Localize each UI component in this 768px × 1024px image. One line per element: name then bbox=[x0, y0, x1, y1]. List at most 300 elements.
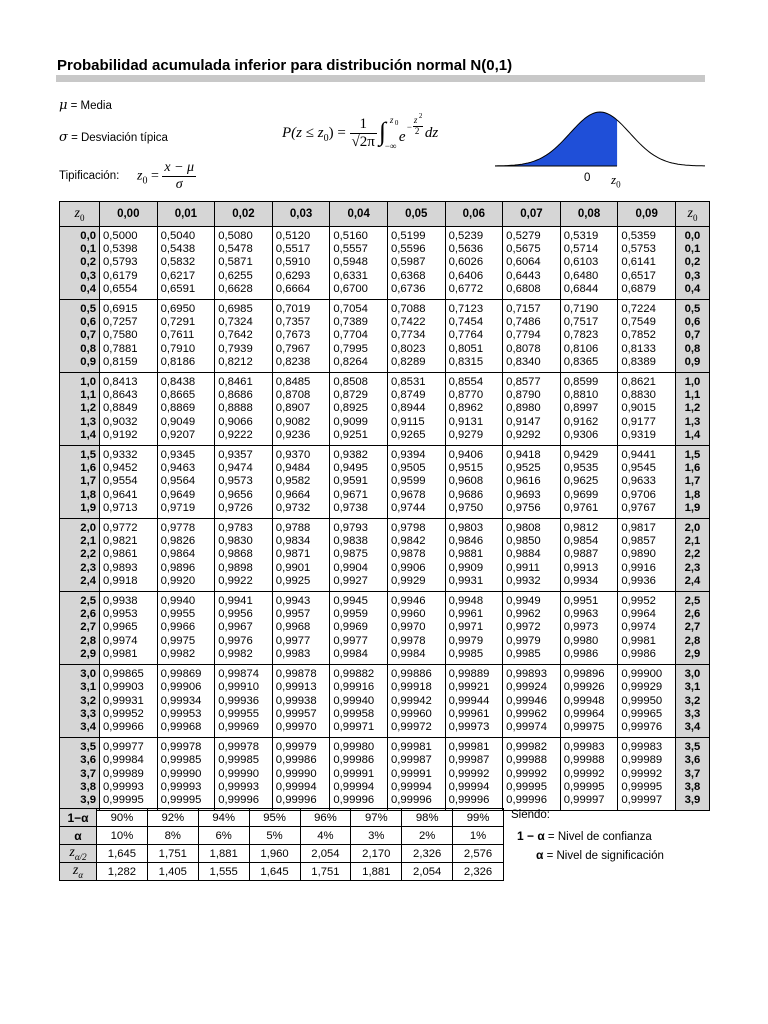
probability-cell: 0,9980 bbox=[560, 635, 618, 648]
probability-cell: 0,9370 bbox=[272, 446, 330, 463]
z-value-right: 0,5 bbox=[676, 300, 710, 317]
probability-cell: 0,9974 bbox=[618, 621, 676, 634]
probability-cell: 0,9452 bbox=[100, 462, 158, 475]
title-rule bbox=[56, 75, 705, 82]
probability-cell: 0,9922 bbox=[215, 575, 273, 592]
z-value-right: 3,4 bbox=[676, 721, 710, 738]
probability-cell: 0,9066 bbox=[215, 416, 273, 429]
z-value-right: 1,6 bbox=[676, 462, 710, 475]
probability-cell: 0,9986 bbox=[618, 648, 676, 665]
probability-cell: 0,9949 bbox=[503, 592, 561, 609]
probability-cell: 0,9406 bbox=[445, 446, 503, 463]
exp-num-sup: 2 bbox=[418, 111, 423, 120]
probability-cell: 0,6915 bbox=[100, 300, 158, 317]
probability-cell: 0,9982 bbox=[215, 648, 273, 665]
table-row bbox=[60, 389, 710, 402]
integral-sign: ∫ z 0 −∞ bbox=[378, 114, 399, 151]
probability-cell: 0,99958 bbox=[330, 708, 388, 721]
probability-cell: 0,7422 bbox=[387, 316, 445, 329]
probability-cell: 0,99944 bbox=[445, 695, 503, 708]
probability-cell: 0,9946 bbox=[387, 592, 445, 609]
probability-cell: 0,9979 bbox=[445, 635, 503, 648]
probability-cell: 0,99981 bbox=[387, 738, 445, 755]
z-value-right: 1,2 bbox=[676, 402, 710, 415]
probability-cell: 0,7157 bbox=[503, 300, 561, 317]
probability-cell: 0,9945 bbox=[330, 592, 388, 609]
formula-dz: dz bbox=[424, 124, 439, 141]
probability-cell: 0,99878 bbox=[272, 665, 330, 682]
probability-cell: 0,5714 bbox=[560, 243, 618, 256]
confidence-cell: 1,405 bbox=[147, 863, 198, 881]
probability-cell: 0,9906 bbox=[387, 562, 445, 575]
probability-cell: 0,99931 bbox=[100, 695, 158, 708]
probability-cell: 0,9564 bbox=[157, 475, 215, 488]
z-value: 2,4 bbox=[60, 575, 100, 592]
tipificacion-label: Tipificación: bbox=[59, 170, 120, 182]
probability-cell: 0,99869 bbox=[157, 665, 215, 682]
z-value: 3,7 bbox=[60, 768, 100, 781]
probability-cell: 0,99960 bbox=[387, 708, 445, 721]
probability-cell: 0,99990 bbox=[272, 768, 330, 781]
confidence-cell: 1% bbox=[453, 827, 504, 845]
probability-cell: 0,99962 bbox=[503, 708, 561, 721]
probability-cell: 0,9931 bbox=[445, 575, 503, 592]
table-header-row bbox=[60, 202, 710, 227]
confidence-table bbox=[59, 808, 504, 881]
table-row bbox=[60, 708, 710, 721]
table-row bbox=[60, 243, 710, 256]
probability-cell: 0,9985 bbox=[445, 648, 503, 665]
tip-den: σ bbox=[175, 177, 183, 192]
probability-cell: 0,99952 bbox=[100, 708, 158, 721]
probability-cell: 0,8729 bbox=[330, 389, 388, 402]
probability-cell: 0,99964 bbox=[560, 708, 618, 721]
probability-cell: 0,99975 bbox=[560, 721, 618, 738]
probability-cell: 0,9959 bbox=[330, 608, 388, 621]
probability-cell: 0,7939 bbox=[215, 343, 273, 356]
probability-cell: 0,6664 bbox=[272, 283, 330, 300]
probability-cell: 0,8186 bbox=[157, 356, 215, 373]
probability-cell: 0,9971 bbox=[445, 621, 503, 634]
probability-cell: 0,7881 bbox=[100, 343, 158, 356]
confidence-row-label bbox=[60, 863, 97, 881]
probability-cell: 0,9901 bbox=[272, 562, 330, 575]
probability-cell: 0,99990 bbox=[157, 768, 215, 781]
sigma-text: = Desviación típica bbox=[67, 132, 168, 144]
probability-cell: 0,8238 bbox=[272, 356, 330, 373]
legend-sigma bbox=[59, 130, 168, 145]
probability-cell: 0,7054 bbox=[330, 300, 388, 317]
probability-cell: 0,7764 bbox=[445, 329, 503, 342]
z-value: 0,3 bbox=[60, 270, 100, 283]
curve-label-zero: 0 bbox=[584, 172, 591, 184]
probability-cell: 0,5910 bbox=[272, 256, 330, 269]
z-value-right: 2,2 bbox=[676, 548, 710, 561]
label-base: z bbox=[69, 845, 75, 861]
z-value-right: 0,0 bbox=[676, 227, 710, 244]
probability-cell: 0,9896 bbox=[157, 562, 215, 575]
probability-cell: 0,9951 bbox=[560, 592, 618, 609]
probability-cell: 0,9871 bbox=[272, 548, 330, 561]
z-value: 0,8 bbox=[60, 343, 100, 356]
table-row bbox=[60, 621, 710, 634]
probability-cell: 0,8830 bbox=[618, 389, 676, 402]
probability-cell: 0,99936 bbox=[215, 695, 273, 708]
probability-cell: 0,9798 bbox=[387, 519, 445, 536]
confidence-cell: 99% bbox=[453, 809, 504, 827]
probability-cell: 0,9207 bbox=[157, 429, 215, 446]
probability-cell: 0,9975 bbox=[157, 635, 215, 648]
label-base: z bbox=[72, 863, 79, 879]
curve-z0-sub: 0 bbox=[616, 179, 621, 190]
formula-lhs-sub: 0 bbox=[323, 132, 329, 144]
probability-cell: 0,9608 bbox=[445, 475, 503, 488]
z-value-right: 0,2 bbox=[676, 256, 710, 269]
probability-cell: 0,9808 bbox=[503, 519, 561, 536]
probability-cell: 0,9418 bbox=[503, 446, 561, 463]
probability-cell: 0,9861 bbox=[100, 548, 158, 561]
table-row bbox=[60, 535, 710, 548]
probability-cell: 0,9265 bbox=[387, 429, 445, 446]
probability-cell: 0,7673 bbox=[272, 329, 330, 342]
probability-cell: 0,6179 bbox=[100, 270, 158, 283]
confidence-cell: 1,645 bbox=[97, 845, 148, 863]
confidence-cell: 1,881 bbox=[351, 863, 402, 881]
confidence-cell: 1,645 bbox=[249, 863, 300, 881]
probability-cell: 0,8869 bbox=[157, 402, 215, 415]
probability-cell: 0,99992 bbox=[445, 768, 503, 781]
probability-cell: 0,99996 bbox=[503, 794, 561, 811]
tip-fraction bbox=[162, 160, 196, 193]
formula-lhs-end: ) = bbox=[328, 124, 346, 141]
table-row bbox=[60, 592, 710, 609]
probability-cell: 0,9887 bbox=[560, 548, 618, 561]
conf-symbol: 1 − α bbox=[517, 829, 545, 843]
probability-cell: 0,99991 bbox=[330, 768, 388, 781]
probability-cell: 0,9357 bbox=[215, 446, 273, 463]
probability-cell: 0,9319 bbox=[618, 429, 676, 446]
probability-cell: 0,7580 bbox=[100, 329, 158, 342]
z-value: 3,6 bbox=[60, 754, 100, 767]
probability-cell: 0,8438 bbox=[157, 373, 215, 390]
probability-cell: 0,99924 bbox=[503, 681, 561, 694]
z-value: 2,0 bbox=[60, 519, 100, 536]
probability-cell: 0,9788 bbox=[272, 519, 330, 536]
probability-cell: 0,9974 bbox=[100, 635, 158, 648]
integral-upper: z bbox=[389, 114, 394, 125]
probability-cell: 0,99994 bbox=[445, 781, 503, 794]
probability-cell: 0,8485 bbox=[272, 373, 330, 390]
probability-cell: 0,9968 bbox=[272, 621, 330, 634]
table-row bbox=[60, 548, 710, 561]
probability-cell: 0,7910 bbox=[157, 343, 215, 356]
z-header bbox=[60, 202, 100, 227]
z-value: 1,5 bbox=[60, 446, 100, 463]
probability-cell: 0,9875 bbox=[330, 548, 388, 561]
probability-cell: 0,7019 bbox=[272, 300, 330, 317]
confidence-cell: 97% bbox=[351, 809, 402, 827]
probability-cell: 0,9251 bbox=[330, 429, 388, 446]
probability-cell: 0,9713 bbox=[100, 502, 158, 519]
confidence-cell: 2,326 bbox=[453, 863, 504, 881]
probability-cell: 0,5871 bbox=[215, 256, 273, 269]
probability-cell: 0,9983 bbox=[272, 648, 330, 665]
probability-cell: 0,9495 bbox=[330, 462, 388, 475]
column-header: 0,04 bbox=[330, 202, 388, 227]
page-title: Probabilidad acumulada inferior para distribución normal N(0,1) bbox=[57, 57, 513, 74]
probability-cell: 0,9977 bbox=[330, 635, 388, 648]
sigma-symbol: σ bbox=[59, 130, 68, 145]
column-header: 0,07 bbox=[503, 202, 561, 227]
probability-cell: 0,9706 bbox=[618, 489, 676, 502]
confidence-cell: 1,751 bbox=[300, 863, 351, 881]
probability-cell: 0,9978 bbox=[387, 635, 445, 648]
probability-cell: 0,99986 bbox=[330, 754, 388, 767]
probability-cell: 0,6480 bbox=[560, 270, 618, 283]
probability-cell: 0,99946 bbox=[503, 695, 561, 708]
probability-cell: 0,8554 bbox=[445, 373, 503, 390]
z-value-right: 3,1 bbox=[676, 681, 710, 694]
probability-cell: 0,7611 bbox=[157, 329, 215, 342]
probability-cell: 0,9934 bbox=[560, 575, 618, 592]
probability-cell: 0,99929 bbox=[618, 681, 676, 694]
table-row bbox=[60, 575, 710, 592]
z-value: 1,8 bbox=[60, 489, 100, 502]
conf-text: = Nivel de confianza bbox=[544, 831, 652, 843]
probability-cell: 0,9962 bbox=[503, 608, 561, 621]
probability-cell: 0,99926 bbox=[560, 681, 618, 694]
probability-cell: 0,9977 bbox=[272, 635, 330, 648]
probability-cell: 0,9664 bbox=[272, 489, 330, 502]
probability-cell: 0,9948 bbox=[445, 592, 503, 609]
probability-cell: 0,99981 bbox=[445, 738, 503, 755]
probability-cell: 0,99977 bbox=[100, 738, 158, 755]
probability-cell: 0,9918 bbox=[100, 575, 158, 592]
probability-cell: 0,99950 bbox=[618, 695, 676, 708]
probability-cell: 0,9984 bbox=[387, 648, 445, 665]
probability-cell: 0,9898 bbox=[215, 562, 273, 575]
probability-cell: 0,8051 bbox=[445, 343, 503, 356]
normal-table bbox=[59, 201, 710, 811]
probability-cell: 0,99983 bbox=[560, 738, 618, 755]
probability-cell: 0,99906 bbox=[157, 681, 215, 694]
probability-cell: 0,99992 bbox=[618, 768, 676, 781]
column-header: 0,06 bbox=[445, 202, 503, 227]
confidence-cell: 8% bbox=[147, 827, 198, 845]
probability-cell: 0,9131 bbox=[445, 416, 503, 429]
confidence-cell: 95% bbox=[249, 809, 300, 827]
confidence-cell: 5% bbox=[249, 827, 300, 845]
probability-cell: 0,9904 bbox=[330, 562, 388, 575]
probability-cell: 0,9671 bbox=[330, 489, 388, 502]
z-value-right: 1,5 bbox=[676, 446, 710, 463]
probability-cell: 0,9985 bbox=[503, 648, 561, 665]
probability-cell: 0,9793 bbox=[330, 519, 388, 536]
probability-cell: 0,9192 bbox=[100, 429, 158, 446]
probability-cell: 0,9732 bbox=[272, 502, 330, 519]
probability-cell: 0,8413 bbox=[100, 373, 158, 390]
confidence-cell: 1,282 bbox=[97, 863, 148, 881]
confidence-cell: 1,555 bbox=[198, 863, 249, 881]
probability-cell: 0,9966 bbox=[157, 621, 215, 634]
probability-cell: 0,8770 bbox=[445, 389, 503, 402]
probability-cell: 0,7357 bbox=[272, 316, 330, 329]
z-value-right: 0,9 bbox=[676, 356, 710, 373]
table-row bbox=[60, 695, 710, 708]
probability-cell: 0,99940 bbox=[330, 695, 388, 708]
probability-cell: 0,8907 bbox=[272, 402, 330, 415]
confidence-cell: 92% bbox=[147, 809, 198, 827]
probability-cell: 0,9838 bbox=[330, 535, 388, 548]
probability-cell: 0,99973 bbox=[445, 721, 503, 738]
table-row bbox=[60, 283, 710, 300]
probability-cell: 0,9982 bbox=[157, 648, 215, 665]
tipificacion-formula bbox=[137, 160, 196, 193]
probability-cell: 0,9236 bbox=[272, 429, 330, 446]
probability-cell: 0,7224 bbox=[618, 300, 676, 317]
table-row bbox=[60, 562, 710, 575]
probability-cell: 0,99969 bbox=[215, 721, 273, 738]
probability-cell: 0,7794 bbox=[503, 329, 561, 342]
probability-cell: 0,99938 bbox=[272, 695, 330, 708]
probability-cell: 0,99970 bbox=[272, 721, 330, 738]
probability-cell: 0,99896 bbox=[560, 665, 618, 682]
probability-cell: 0,5239 bbox=[445, 227, 503, 244]
probability-cell: 0,99996 bbox=[272, 794, 330, 811]
table-row bbox=[60, 256, 710, 269]
z-value-right: 2,9 bbox=[676, 648, 710, 665]
probability-cell: 0,6103 bbox=[560, 256, 618, 269]
probability-cell: 0,9699 bbox=[560, 489, 618, 502]
probability-cell: 0,5160 bbox=[330, 227, 388, 244]
probability-cell: 0,6844 bbox=[560, 283, 618, 300]
z-value: 3,9 bbox=[60, 794, 100, 811]
confidence-cell: 6% bbox=[198, 827, 249, 845]
probability-cell: 0,99955 bbox=[215, 708, 273, 721]
probability-cell: 0,9965 bbox=[100, 621, 158, 634]
probability-cell: 0,99984 bbox=[100, 754, 158, 767]
probability-cell: 0,99903 bbox=[100, 681, 158, 694]
probability-cell: 0,99978 bbox=[215, 738, 273, 755]
significance-definition bbox=[536, 848, 664, 862]
probability-cell: 0,6591 bbox=[157, 283, 215, 300]
table-row bbox=[60, 475, 710, 488]
confidence-row-label bbox=[60, 845, 97, 863]
probability-cell: 0,7967 bbox=[272, 343, 330, 356]
probability-cell: 0,99992 bbox=[560, 768, 618, 781]
probability-cell: 0,9830 bbox=[215, 535, 273, 548]
probability-cell: 0,9929 bbox=[387, 575, 445, 592]
probability-cell: 0,7734 bbox=[387, 329, 445, 342]
z-value-right: 3,3 bbox=[676, 708, 710, 721]
table-row bbox=[60, 446, 710, 463]
table-row bbox=[60, 416, 710, 429]
probability-cell: 0,99996 bbox=[387, 794, 445, 811]
column-header: 0,09 bbox=[618, 202, 676, 227]
probability-cell: 0,99957 bbox=[272, 708, 330, 721]
probability-cell: 0,5636 bbox=[445, 243, 503, 256]
probability-cell: 0,8508 bbox=[330, 373, 388, 390]
z-value: 3,0 bbox=[60, 665, 100, 682]
probability-cell: 0,9082 bbox=[272, 416, 330, 429]
probability-cell: 0,8340 bbox=[503, 356, 561, 373]
probability-cell: 0,8133 bbox=[618, 343, 676, 356]
probability-cell: 0,9817 bbox=[618, 519, 676, 536]
probability-cell: 0,9857 bbox=[618, 535, 676, 548]
probability-cell: 0,9890 bbox=[618, 548, 676, 561]
confidence-row-label: α bbox=[60, 827, 97, 845]
probability-cell: 0,7517 bbox=[560, 316, 618, 329]
probability-cell: 0,99993 bbox=[100, 781, 158, 794]
formula-fraction bbox=[350, 116, 377, 151]
z-value-right: 2,0 bbox=[676, 519, 710, 536]
probability-cell: 0,6255 bbox=[215, 270, 273, 283]
confidence-table-body bbox=[60, 809, 504, 881]
probability-cell: 0,6517 bbox=[618, 270, 676, 283]
column-header: 0,02 bbox=[215, 202, 273, 227]
probability-cell: 0,99987 bbox=[445, 754, 503, 767]
probability-cell: 0,9981 bbox=[100, 648, 158, 665]
confidence-cell: 98% bbox=[402, 809, 453, 827]
z-value: 0,5 bbox=[60, 300, 100, 317]
probability-cell: 0,99953 bbox=[157, 708, 215, 721]
probability-cell: 0,9981 bbox=[618, 635, 676, 648]
probability-cell: 0,9973 bbox=[560, 621, 618, 634]
probability-cell: 0,8577 bbox=[503, 373, 561, 390]
z-value-right: 1,4 bbox=[676, 429, 710, 446]
sig-symbol: α bbox=[536, 848, 544, 862]
probability-cell: 0,9505 bbox=[387, 462, 445, 475]
probability-cell: 0,9964 bbox=[618, 608, 676, 621]
z-header-label: z bbox=[74, 205, 80, 221]
table-row bbox=[60, 665, 710, 682]
z-value: 2,6 bbox=[60, 608, 100, 621]
integral-lower: −∞ bbox=[384, 140, 397, 151]
confidence-cell: 3% bbox=[351, 827, 402, 845]
probability-cell: 0,9940 bbox=[157, 592, 215, 609]
probability-cell: 0,99995 bbox=[618, 781, 676, 794]
confidence-row bbox=[60, 809, 504, 827]
probability-cell: 0,9826 bbox=[157, 535, 215, 548]
probability-cell: 0,9846 bbox=[445, 535, 503, 548]
probability-cell: 0,6700 bbox=[330, 283, 388, 300]
z-value: 2,9 bbox=[60, 648, 100, 665]
probability-cell: 0,9878 bbox=[387, 548, 445, 561]
probability-cell: 0,99961 bbox=[445, 708, 503, 721]
probability-cell: 0,7995 bbox=[330, 343, 388, 356]
table-row bbox=[60, 754, 710, 767]
probability-cell: 0,9956 bbox=[215, 608, 273, 621]
probability-cell: 0,9952 bbox=[618, 592, 676, 609]
z-value: 0,7 bbox=[60, 329, 100, 342]
probability-cell: 0,9545 bbox=[618, 462, 676, 475]
probability-cell: 0,7389 bbox=[330, 316, 388, 329]
probability-cell: 0,99948 bbox=[560, 695, 618, 708]
probability-cell: 0,9984 bbox=[330, 648, 388, 665]
tip-z: z bbox=[137, 168, 143, 184]
probability-cell: 0,99989 bbox=[100, 768, 158, 781]
probability-cell: 0,99987 bbox=[387, 754, 445, 767]
table-row bbox=[60, 300, 710, 317]
probability-cell: 0,9332 bbox=[100, 446, 158, 463]
confidence-cell: 2,170 bbox=[351, 845, 402, 863]
probability-cell: 0,8925 bbox=[330, 402, 388, 415]
confidence-row bbox=[60, 827, 504, 845]
table-row bbox=[60, 721, 710, 738]
probability-cell: 0,99988 bbox=[503, 754, 561, 767]
probability-cell: 0,8315 bbox=[445, 356, 503, 373]
probability-cell: 0,8686 bbox=[215, 389, 273, 402]
